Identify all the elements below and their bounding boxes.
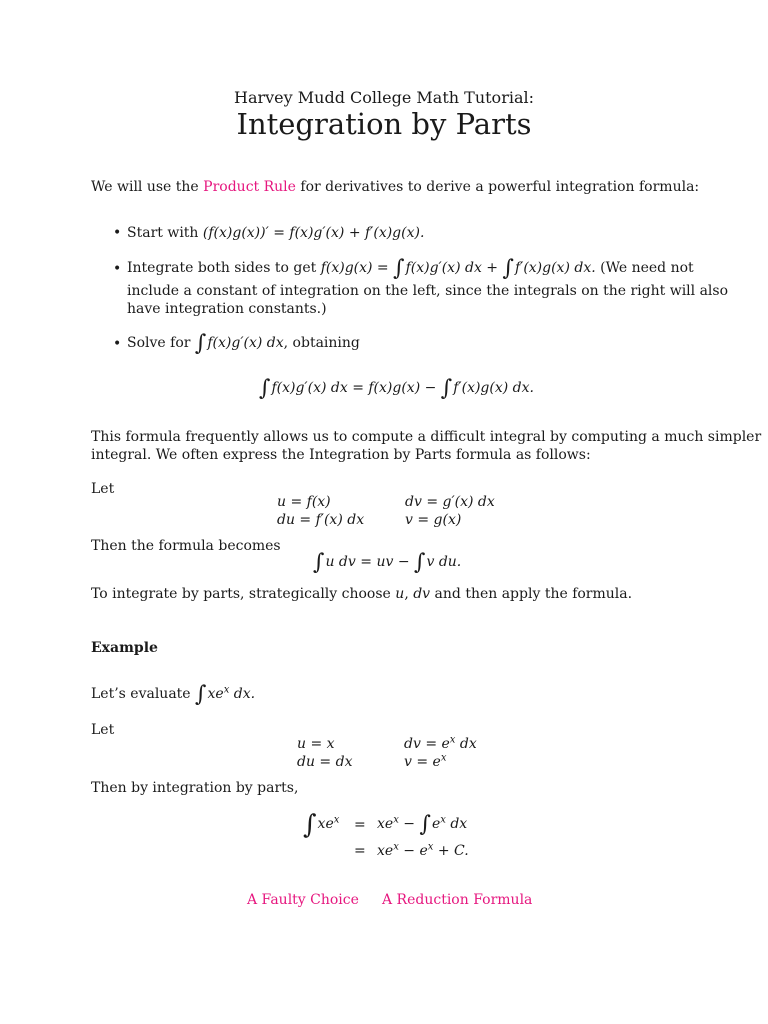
math-expression: dx. xyxy=(229,686,256,702)
then-label: Then the formula becomes xyxy=(91,538,281,554)
intro-text-after: for derivatives to derive a powerful integration formula: xyxy=(295,179,700,195)
math-exponent: x xyxy=(449,734,456,746)
integral-sign: ∫ xyxy=(414,550,426,575)
dv-definition: dv = g′(x) dx xyxy=(405,494,495,510)
strategy-text: , xyxy=(404,586,414,602)
math-exponent: x xyxy=(427,841,434,853)
integral-sign: ∫ xyxy=(393,256,405,281)
math-expression: v = e xyxy=(404,754,441,770)
short-formula xyxy=(313,552,461,573)
bullet-text: Start with xyxy=(127,225,203,241)
integral-sign: ∫ xyxy=(195,682,207,707)
math-expression: v du. xyxy=(426,554,462,570)
bullet-text: Solve for xyxy=(127,335,195,351)
page-subtitle: Harvey Mudd College Math Tutorial: xyxy=(234,88,534,107)
intro-text-before: We will use the xyxy=(91,179,204,195)
result-lhs xyxy=(303,810,340,840)
example-heading: Example xyxy=(91,640,158,656)
math-expression: f(x)g′(x) dx + xyxy=(405,260,503,276)
bullet-icon: • xyxy=(113,261,122,277)
equals-sign: = xyxy=(354,843,366,859)
faulty-choice-link[interactable]: A Faulty Choice xyxy=(247,892,359,908)
integration-by-parts-formula xyxy=(259,378,534,399)
math-exponent: x xyxy=(333,814,340,826)
result-line-2 xyxy=(377,841,469,861)
page-title: Integration by Parts xyxy=(236,107,532,141)
example-text: Let’s evaluate xyxy=(91,686,196,702)
math-expression: f′(x)g(x) dx. xyxy=(453,380,534,396)
math-exponent: x xyxy=(440,814,446,826)
reduction-formula-link[interactable]: A Reduction Formula xyxy=(382,892,533,908)
math-expression: f(x)g′(x) dx = f(x)g(x) − xyxy=(271,380,441,396)
bullet-text: , obtaining xyxy=(283,335,360,351)
math-expression: dv = e xyxy=(404,736,450,752)
math-var: u xyxy=(395,586,405,602)
strategy-text: To integrate by parts, strategically choose xyxy=(91,586,396,602)
let-label: Let xyxy=(91,722,115,738)
bullet-note-line: include a constant of integration on the left, since the integrals on the right will also xyxy=(127,283,729,299)
math-expression: dx xyxy=(445,816,468,832)
product-rule-equation: (f(x)g(x))′ = f(x)g′(x) + f′(x)g(x). xyxy=(202,225,425,241)
bullet-note-line: have integration constants.) xyxy=(127,301,327,317)
integral-sign: ∫ xyxy=(303,810,317,840)
math-expression: xe xyxy=(377,843,394,859)
du-definition: du = f′(x) dx xyxy=(277,512,365,528)
math-expression: f(x)g(x) = xyxy=(320,260,394,276)
integral-sign: ∫ xyxy=(313,550,325,575)
integral-sign: ∫ xyxy=(259,376,271,401)
math-var: dv xyxy=(413,586,431,602)
example-statement xyxy=(91,684,255,705)
bullet-icon: • xyxy=(113,225,122,241)
v-definition xyxy=(404,752,446,772)
result-label: Then by integration by parts, xyxy=(91,780,299,796)
u-definition: u = f(x) xyxy=(277,494,331,510)
math-expression: e xyxy=(431,816,441,832)
v-definition: v = g(x) xyxy=(405,512,462,528)
math-exponent: x xyxy=(223,684,230,696)
math-expression: − xyxy=(398,816,420,832)
math-expression: xe xyxy=(207,686,224,702)
math-expression: xe xyxy=(317,816,334,832)
math-exponent: x xyxy=(393,841,399,853)
bullet-text: Integrate both sides to get xyxy=(127,260,321,276)
math-expression: − e xyxy=(398,843,428,859)
let-label: Let xyxy=(91,481,115,497)
paragraph-line: This formula frequently allows us to compute a difficult integral by computing a much simpler xyxy=(91,429,762,445)
math-expression: dx xyxy=(455,736,477,752)
integral-sign: ∫ xyxy=(502,256,514,281)
math-expression: + C. xyxy=(433,843,469,859)
math-expression: u dv = uv − xyxy=(325,554,414,570)
math-exponent: x xyxy=(440,752,447,764)
integral-sign: ∫ xyxy=(440,376,453,401)
u-definition: u = x xyxy=(297,736,335,752)
math-expression: f(x)g′(x) dx xyxy=(207,335,284,351)
bullet-integrate xyxy=(127,258,694,279)
dv-definition xyxy=(404,734,477,754)
result-line-1 xyxy=(377,814,467,835)
math-expression: f′(x)g(x) dx. xyxy=(514,260,596,276)
paragraph-line: integral. We often express the Integration by Parts formula as follows: xyxy=(91,447,591,463)
du-definition: du = dx xyxy=(297,754,353,770)
strategy-sentence xyxy=(91,584,632,604)
integral-sign: ∫ xyxy=(194,331,207,356)
strategy-text: and then apply the formula. xyxy=(430,586,633,602)
intro-paragraph xyxy=(91,177,699,197)
product-rule-link[interactable]: Product Rule xyxy=(203,179,296,195)
math-expression: xe xyxy=(377,816,394,832)
bullet-note: (We need not xyxy=(595,260,694,276)
bullet-start-with xyxy=(127,223,424,243)
math-exponent: x xyxy=(393,814,399,826)
integral-sign: ∫ xyxy=(419,812,431,837)
bullet-solve-for xyxy=(127,333,360,354)
equals-sign: = xyxy=(354,817,366,833)
bullet-icon: • xyxy=(113,336,122,352)
